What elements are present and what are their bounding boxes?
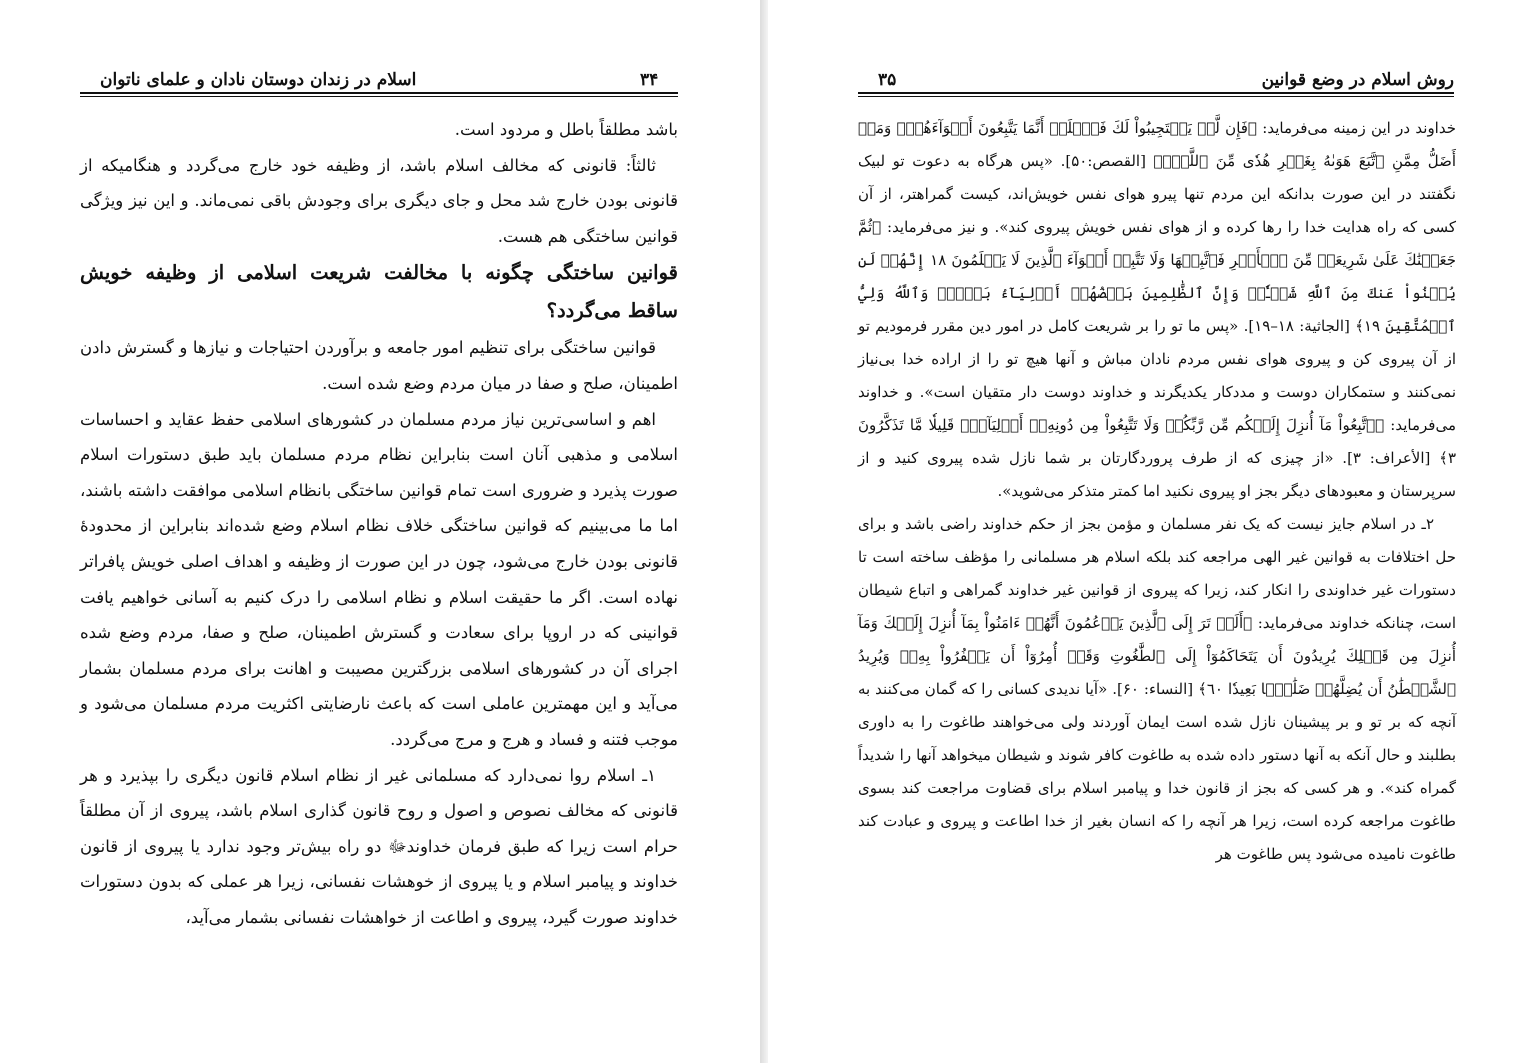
paragraph: خداوند در این زمینه می‌فرماید: ﴿فَإِن لَّمۡ يَسۡتَجِيبُواْ لَكَ فَٱعۡلَمۡ أَنَّمَا يَتَّبِعُونَ أَهۡوَآءَهُمۡۚ وَمَنۡ أَضَلُّ مِمَّنِ ٱتَّبَعَ هَوَىٰهُ بِغَيۡرِ هُدٗى مِّنَ ٱللَّهِۚ﴾ [القصص:۵۰]. «پس هرگاه به دعوت تو لبیک نگفتند در این صورت بدانکه این مردم تنها پیرو هوای نفس خویش‌اند، کیست گمراهتر، از آن کسی که راه هدایت خدا را رها کرده و از هوای نفس خویش پیروی کند». و نیز می‌فرماید: ﴿ثُمَّ جَعَلۡنَٰكَ عَلَىٰ شَرِيعَةٖ مِّنَ ٱلۡأَمۡرِ فَٱتَّبِعۡهَا وَلَا تَتَّبِعۡ أَهۡوَآءَ ٱلَّذِينَ لَا يَعۡلَمُونَ ١٨ إِنَّهُمۡ لَن يُغۡنُواْ عَنكَ مِنَ ٱللَّهِ شَيۡـٔٗاۚ وَإِنَّ ٱلظَّٰلِمِينَ بَعۡضُهُمۡ أَوۡلِيَآءُ بَعۡضٖۖ وَٱللَّهُ وَلِيُّ ٱلۡمُتَّقِينَ ١٩﴾ [الجاثیة: ۱۸–۱۹]. «پس ما تو را بر شریعت کامل در امور دین مقرر فرمودیم تو از آن پیروی کن و پیروی هوای نفس مردم نادان مباش و آنها هیچ تو را از اراده خدا بی‌نیاز نمی‌کنند و ستمکاران دوست و مددکار یکدیگرند و خداوند دوست دار متقیان است». و خداوند می‌فرماید: ﴿ٱتَّبِعُواْ مَآ أُنزِلَ إِلَيۡكُم مِّن رَّبِّكُمۡ وَلَا تَتَّبِعُواْ مِن دُونِهِۦٓ أَوۡلِيَآءَۗ قَلِيلٗا مَّا تَذَكَّرُونَ ٣﴾ [الأعراف: ۳]. «از چیزی که از طرف پروردگارتان بر شما نازل شده پیروی کنید و از سرپرستان و معبودهای دیگر بجز او پیروی نکنید اما کمتر متذکر می‌شوید».: [858, 119, 1457, 500]
right-header-rule: [858, 92, 1454, 97]
right-page: [768, 0, 1536, 1063]
paragraph: اهم و اساسی‌ترین نیاز مردم مسلمان در کشورهای اسلامی حفظ عقاید و احساسات اسلامی و مذهبی آنان است بنابراین نظام مردم مسلمان باید طبق دستورات اسلام صورت پذیرد و ضروری است تمام قوانین ساختگی بانظام اسلامی موافقت داشته باشند، اما ما می‌بینیم که قوانین ساختگی خلاف نظام اسلام وضع شده‌اند بنابراین از محدودهٔ قانونی بودن خارج می‌شود، چون در این صورت از وظیفه و اهداف اصلی خویش پافراتر نهاده است. اگر ما حقیقت اسلام و نظام اسلامی را درک کنیم به آسانی خواهیم یافت قوانینی که در اروپا برای سعادت و گسترش اطمینان، صلح و صفا، مردم وضع شده اجرای آن در کشورهای اسلامی بزرگترین مصیبت و اهانت برای مردم مسلمان بشمار می‌آید و این مهمترین عاملی است که باعث نارضایتی اکثریت مردم مسلمان می‌شود و موجب فتنه و فساد و هرج و مرج می‌گردد.: [80, 409, 678, 749]
left-page-number: ۳۴: [640, 70, 659, 90]
paragraph: ۱ـ اسلام روا نمی‌دارد که مسلمانی غیر از نظام اسلام قانون دیگری را بپذیرد و هر قانونی که مخالف نصوص و اصول و روح قانون گذاری اسلام باشد، پیروی از آن مطلقاً حرام است زیرا که طبق فرمان خداوندﷻ دو راه بیش‌تر وجود ندارد یا پیروی از قانون خداوند و پیامبر اسلام و یا پیروی از خوهشات نفسانی، زیرا هر عملی که بدون دستورات خداوند صورت گیرد، پیروی و اطاعت از خواهشات نفسانی بشمار می‌آید،: [80, 765, 678, 927]
paragraph: باشد مطلقاً باطل و مردود است.: [454, 120, 678, 139]
right-page-number: ۳۵: [878, 70, 897, 90]
paragraph: ثالثاً: قانونی که مخالف اسلام باشد، از وظیفه خود خارج می‌گردد و هنگامیکه از قانونی بودن خارج شد محل و جای دیگری برای وجودش باقی نمی‌ماند. و این نیز ویژگی قوانین ساختگی هم هست.: [80, 155, 678, 246]
left-body: [80, 112, 678, 935]
right-running-head: [858, 62, 1454, 90]
paragraph: ۲ـ در اسلام جایز نیست که یک نفر مسلمان و مؤمن بجز از حکم خداوند راضی باشد و برای حل اختلافات به قوانین غیر الهی مراجعه کند بلکه اسلام هر مسلمانی را مؤظف ساخته است تا دستورات غیر خداوندی را انکار کند، زیرا که پیروی از قوانین غیر خداوند گمراهی و اتباع شیطان است، چنانکه خداوند می‌فرماید: ﴿أَلَمۡ تَرَ إِلَى ٱلَّذِينَ يَزۡعُمُونَ أَنَّهُمۡ ءَامَنُواْ بِمَآ أُنزِلَ إِلَيۡكَ وَمَآ أُنزِلَ مِن قَبۡلِكَ يُرِيدُونَ أَن يَتَحَاكَمُوٓاْ إِلَى ٱلطَّٰغُوتِ وَقَدۡ أُمِرُوٓاْ أَن يَكۡفُرُواْ بِهِۦۖ وَيُرِيدُ ٱلشَّيۡطَٰنُ أَن يُضِلَّهُمۡ ضَلَٰلَۢا بَعِيدٗا ٦٠﴾ [النساء: ۶۰]. «آیا ندیدی کسانی را که گمان می‌کنند به آنچه که بر تو و بر پیشینان نازل شده است ایمان آوردند ولی می‌خواهند طاغوت را به داوری بطلبند و حال آنکه به آنها دستور داده شده به طاغوت کافر شوند و شیطان میخواهد آنها را شدیداً گمراه کند». و هر کسی که بجز از قانون خدا و پیامبر اسلام برای قضاوت مراجعت کند بسوی طاغوت مراجعه کرده است، زیرا هر آنچه را که انسان بغیر از خدا اطاعت و پیروی و عبادت کند طاغوت نامیده می‌شود پس طاغوت هر: [858, 515, 1457, 863]
right-header-title: روش اسلام در وضع قوانین: [1261, 70, 1454, 90]
left-header-title-row: [80, 62, 678, 90]
left-page: [0, 0, 760, 1063]
left-header-rule: [80, 92, 678, 97]
right-body: [858, 112, 1456, 871]
left-header-title: اسلام در زندان دوستان نادان و علمای ناتوان: [100, 70, 417, 90]
book-gutter: [760, 0, 768, 1063]
paragraph: قوانین ساختگی برای تنظیم امور جامعه و برآوردن احتیاجات و نیازها و گسترش دادن اطمینان، صلح و صفا در میان مردم وضع شده است.: [80, 338, 678, 393]
section-heading: قوانین ساختگی چگونه با مخالفت شریعت اسلامی از وظیفه خویش ساقط می‌گردد؟: [80, 261, 678, 323]
